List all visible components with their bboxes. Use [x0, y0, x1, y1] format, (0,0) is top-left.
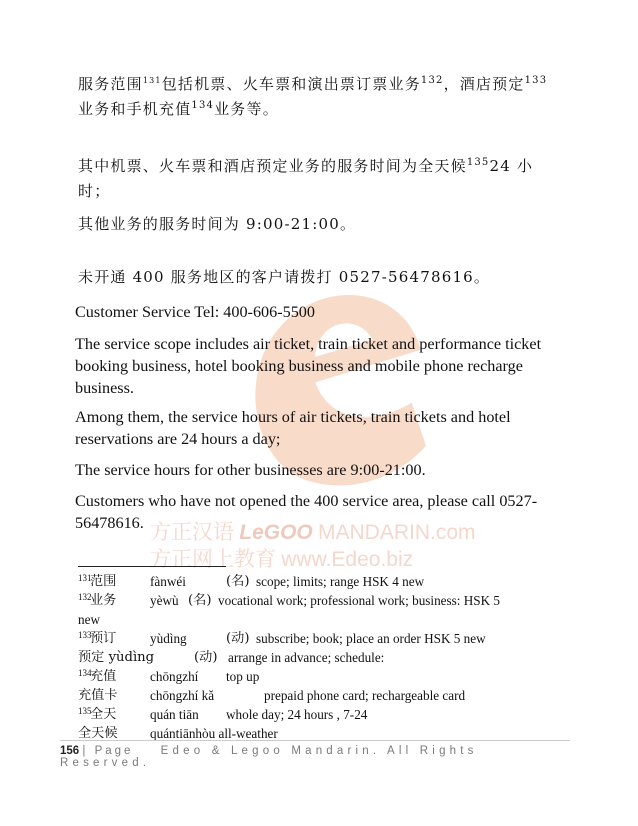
watermark-cn-1: 方正汉语 — [150, 520, 234, 544]
footnote-item: 133 预订 yùdìng (动) subscribe; book; place an order HSK 5 new — [78, 630, 486, 646]
footnote-item: 131 范围 fànwéi (名) scope; limits; range HSK 4 new — [78, 573, 425, 589]
footnote-item: 135 全天 quán tiān whole day; 24 hours , 7-24 — [78, 706, 368, 722]
footnote-ref: 134 — [191, 100, 215, 111]
en-paragraph-hours24: Among them, the service hours of air tickets, train tickets and hotel reservations are 24 hours a day; — [75, 408, 511, 448]
footnote-item: 134 充值 chōngzhí top up — [78, 668, 260, 684]
page-label: | Page — [82, 745, 134, 757]
footnotes — [78, 572, 568, 743]
page-number: 156 — [60, 745, 80, 757]
footnote-item: new — [78, 612, 100, 627]
watermark-cn-2: 方正网上教育 — [150, 547, 276, 571]
en-paragraph-hours: The service hours for other businesses are 9:00-21:00. — [75, 461, 426, 479]
zh-paragraph-scope: 服务范围$^{131}$包括机票、火车票和演出票订票业务$^{132}$，酒店预定$^{133}$业务和手机充值$^{134}$业务等。 — [78, 75, 548, 118]
watermark-legoo-logo: LeGOO — [239, 521, 313, 544]
footnote-item: 全天候 quántiānhòu all-weather — [78, 726, 278, 741]
footnote-ref: 131 — [142, 76, 162, 85]
footnote-ref: 133 — [524, 75, 548, 86]
footnote-item: 充值卡 chōngzhí kǎ prepaid phone card; rechargeable card — [78, 688, 466, 703]
page-footer — [60, 740, 570, 769]
zh-paragraph-hours24: 其中机票、火车票和酒店预定业务的服务时间为全天候$^{135}$24 小时； — [78, 157, 534, 200]
footnote-separator — [78, 566, 226, 567]
footnote-item: 132 业务 yèwù (名) vocational work; professional work; business: HSK 5 — [78, 592, 501, 608]
en-paragraph-call: Customers who have not opened the 400 service area, please call 0527-56478616. — [75, 492, 538, 532]
copyright: Edeo & Legoo Mandarin. All Rights Reserved. — [60, 745, 478, 769]
watermark-brand: MANDARIN.com — [318, 521, 476, 544]
watermark-line-2 — [150, 543, 413, 573]
footnote-item: 预定 yùdìng (动) arrange in advance; schedule: — [78, 650, 385, 665]
zh-paragraph-hours: 其他业务的服务时间为 9:00-21:00。 — [78, 215, 357, 233]
en-customer-service-tel: Customer Service Tel: 400-606-5500 — [75, 303, 315, 321]
footnote-ref: 132 — [420, 75, 444, 86]
watermark-url: www.Edeo.biz — [281, 548, 414, 571]
zh-paragraph-call: 未开通 400 服务地区的客户请拨打 0527-56478616。 — [78, 268, 491, 286]
footnote-ref: 135 — [466, 157, 490, 168]
en-paragraph-scope: The service scope includes air ticket, train ticket and performance ticket booking business, hotel booking business and mobile phone recharge business. — [75, 335, 542, 397]
